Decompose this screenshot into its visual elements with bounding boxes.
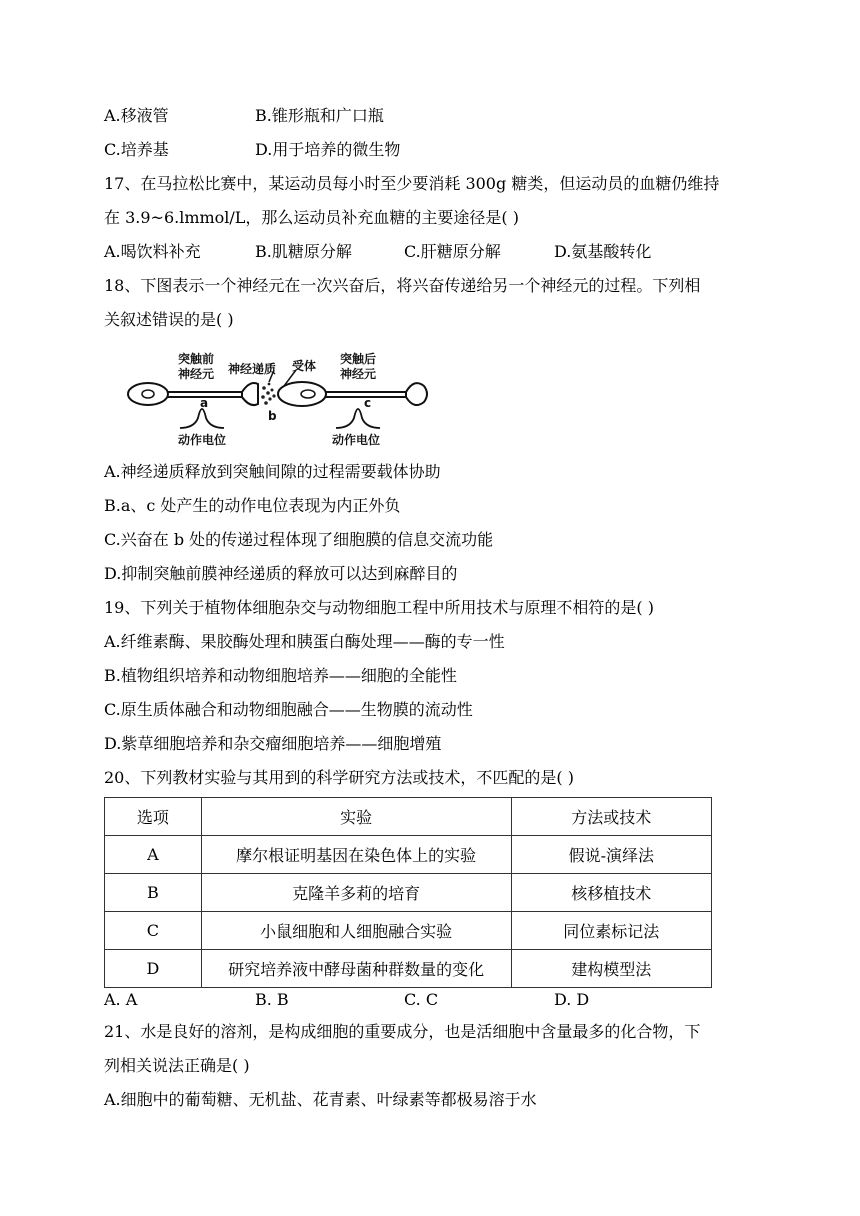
table-row <box>105 836 712 874</box>
q16-option-c: C.培养基 <box>104 140 169 159</box>
table-row <box>105 912 712 950</box>
post-neuron-nucleus <box>301 390 315 398</box>
action-potential-right <box>336 409 380 428</box>
q19-option-c: C.原生质体融合和动物细胞融合——生物膜的流动性 <box>104 700 473 719</box>
label-ap-left: 动作电位 <box>178 433 227 447</box>
table-cell: 建构模型法 <box>511 950 711 988</box>
label-transmitter: 神经递质 <box>228 362 277 376</box>
table-header-row <box>105 798 712 836</box>
post-terminal <box>406 383 427 405</box>
q21-option-a: A.细胞中的葡萄糖、无机盐、花青素、叶绿素等都极易溶于水 <box>104 1090 537 1109</box>
label-post-neuron-2: 神经元 <box>340 367 377 381</box>
q17-stem-line1: 17、在马拉松比赛中，某运动员每小时至少要消耗 300g 糖类，但运动员的血糖仍维持 <box>104 174 720 193</box>
q21-stem-line1: 21、水是良好的溶剂，是构成细胞的重要成分，也是活细胞中含量最多的化合物，下 <box>104 1022 701 1041</box>
label-receptor: 受体 <box>292 359 317 373</box>
q18-option-a: A.神经递质释放到突触间隙的过程需要载体协助 <box>104 462 441 481</box>
table-cell: A <box>105 836 202 874</box>
table-cell: 同位素标记法 <box>511 912 711 950</box>
neuron-synapse-diagram <box>124 352 434 448</box>
label-pre-neuron-1: 突触前 <box>178 352 215 366</box>
label-ap-right: 动作电位 <box>332 433 381 447</box>
table-cell: 摩尔根证明基因在染色体上的实验 <box>201 836 511 874</box>
transmitter-vesicles <box>261 383 275 405</box>
table-cell: 核移植技术 <box>511 874 711 912</box>
q16-option-b: B.锥形瓶和广口瓶 <box>255 106 384 125</box>
q19-stem: 19、下列关于植物体细胞杂交与动物细胞工程中所用技术与原理不相符的是( ) <box>104 598 654 617</box>
table-cell: 假说-演绎法 <box>511 836 711 874</box>
q20-option-a: A. A <box>104 990 138 1009</box>
label-a: a <box>200 396 209 410</box>
q17-stem-line2: 在 3.9~6.lmmol/L，那么运动员补充血糖的主要途径是( ) <box>104 208 520 227</box>
label-c: c <box>364 396 372 410</box>
label-post-neuron-1: 突触后 <box>340 352 377 366</box>
pre-neuron-nucleus <box>142 390 154 398</box>
q19-option-d: D.紫草细胞培养和杂交瘤细胞培养——细胞增殖 <box>104 734 442 753</box>
q21-stem-line2: 列相关说法正确是( ) <box>104 1056 250 1075</box>
q16-option-d: D.用于培养的微生物 <box>255 140 401 159</box>
q20-stem: 20、下列教材实验与其用到的科学研究方法或技术，不匹配的是( ) <box>104 768 574 787</box>
table-row <box>105 950 712 988</box>
q19-option-a: A.纤维素酶、果胶酶处理和胰蛋白酶处理——酶的专一性 <box>104 632 505 651</box>
q18-option-d: D.抑制突触前膜神经递质的释放可以达到麻醉目的 <box>104 564 458 583</box>
table-cell: D <box>105 950 202 988</box>
table-cell: 小鼠细胞和人细胞融合实验 <box>201 912 511 950</box>
table-cell: C <box>105 912 202 950</box>
q20-option-b: B. B <box>255 990 289 1009</box>
q18-option-b: B.a、c 处产生的动作电位表现为内正外负 <box>104 496 401 515</box>
table-row <box>105 874 712 912</box>
q16-option-a: A.移液管 <box>104 106 169 125</box>
q20-table <box>104 797 712 988</box>
q17-option-a: A.喝饮料补充 <box>104 242 201 261</box>
table-cell: 研究培养液中酵母菌种群数量的变化 <box>201 950 511 988</box>
q18-option-c: C.兴奋在 b 处的传递过程体现了细胞膜的信息交流功能 <box>104 530 494 549</box>
action-potential-left <box>180 409 224 428</box>
q17-option-d: D.氨基酸转化 <box>554 242 652 261</box>
q17-option-c: C.肝糖原分解 <box>404 242 501 261</box>
q20-option-d: D. D <box>554 990 590 1009</box>
table-cell: B <box>105 874 202 912</box>
q19-option-b: B.植物组织培养和动物细胞培养——细胞的全能性 <box>104 666 457 685</box>
q20-option-c: C. C <box>404 990 439 1009</box>
q18-stem-line2: 关叙述错误的是( ) <box>104 310 234 329</box>
table-cell: 克隆羊多莉的培育 <box>201 874 511 912</box>
q18-stem-line1: 18、下图表示一个神经元在一次兴奋后，将兴奋传递给另一个神经元的过程。下列相 <box>104 276 701 295</box>
table-header-method: 方法或技术 <box>511 798 711 836</box>
label-b: b <box>268 409 277 423</box>
table-header-option: 选项 <box>105 798 202 836</box>
label-pre-neuron-2: 神经元 <box>178 367 215 381</box>
table-header-experiment: 实验 <box>201 798 511 836</box>
pre-terminal <box>242 383 258 405</box>
q17-option-b: B.肌糖原分解 <box>255 242 352 261</box>
